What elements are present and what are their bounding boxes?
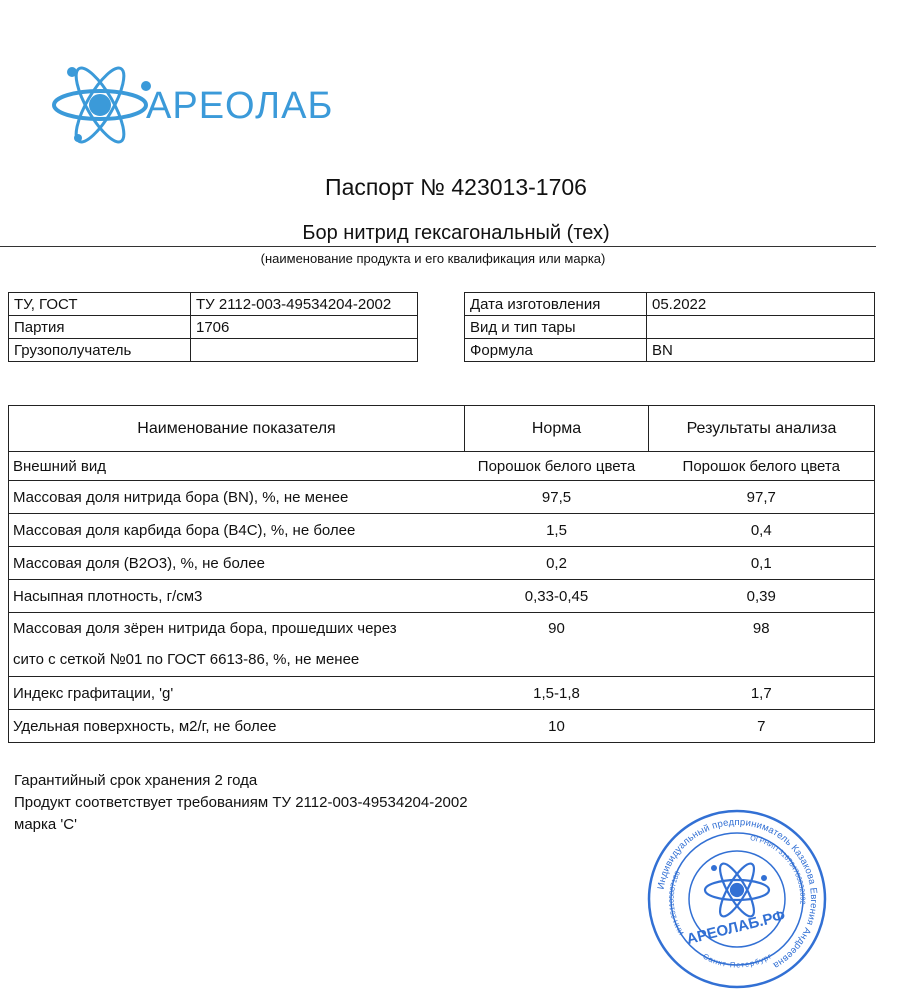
indicator-name: Внешний вид (9, 452, 465, 481)
spec-row (9, 452, 875, 481)
info-table-right (464, 292, 875, 362)
info-row (9, 316, 418, 339)
indicator-name: Индекс графитации, 'g' (9, 677, 465, 710)
info-row (9, 293, 418, 316)
norm-value: 1,5 (465, 514, 649, 547)
norm-value: 1,5-1,8 (465, 677, 649, 710)
stamp-outer-text: Индивидуальный предприниматель Казакова Евгения Андреевна (655, 816, 820, 971)
info-value: ТУ 2112-003-49534204-2002 (191, 293, 418, 316)
spec-table (8, 405, 875, 743)
info-value (191, 339, 418, 362)
spec-row (9, 547, 875, 580)
indicator-name (9, 613, 465, 677)
company-stamp (646, 808, 828, 990)
header-indicator: Наименование показателя (9, 406, 465, 452)
result-value: 7 (649, 710, 875, 743)
atom-icon (705, 860, 769, 921)
footer-notes (14, 770, 468, 836)
spec-row (9, 580, 875, 613)
info-label: Партия (9, 316, 191, 339)
norm-value: 97,5 (465, 481, 649, 514)
header-norm: Норма (465, 406, 649, 452)
indicator-name: Массовая доля карбида бора (B4C), %, не более (9, 514, 465, 547)
info-label: Дата изготовления (465, 293, 647, 316)
result-value: 1,7 (649, 677, 875, 710)
spec-row (9, 514, 875, 547)
indicator-name: Массовая доля (B2O3), %, не более (9, 547, 465, 580)
stamp-city: Санкт-Петербург (701, 951, 774, 970)
result-value: Порошок белого цвета (649, 452, 875, 481)
spec-row (9, 613, 875, 677)
norm-value: 0,2 (465, 547, 649, 580)
info-value: 1706 (191, 316, 418, 339)
result-value: 0,4 (649, 514, 875, 547)
info-value (647, 316, 875, 339)
info-label: Вид и тип тары (465, 316, 647, 339)
product-caption: (наименование продукта и его квалификация или марка) (260, 251, 606, 266)
info-row (465, 316, 875, 339)
info-label: Грузополучатель (9, 339, 191, 362)
info-row (9, 339, 418, 362)
footer-line: Продукт соответствует требованиям ТУ 2112-003-49534204-2002 (14, 794, 468, 811)
norm-value: 0,33-0,45 (465, 580, 649, 613)
spec-row (9, 677, 875, 710)
info-value: 05.2022 (647, 293, 875, 316)
indicator-name: Массовая доля нитрида бора (BN), %, не менее (9, 481, 465, 514)
product-name: Бор нитрид гексагональный (тех) (302, 222, 610, 244)
norm-value: Порошок белого цвета (465, 452, 649, 481)
norm-value: 90 (465, 613, 649, 677)
stamp-inn: ИНН 251105887188 (668, 870, 686, 936)
header-result: Результаты анализа (686, 419, 837, 437)
spec-row (9, 710, 875, 743)
atom-icon (54, 62, 151, 148)
product-underline (0, 246, 876, 247)
indicator-name-line: Массовая доля зёрен нитрида бора, прошедших через (13, 620, 397, 637)
info-label: ТУ, ГОСТ (9, 293, 191, 316)
footer-line: Гарантийный срок хранения 2 года (14, 772, 258, 789)
passport-title: Паспорт № 423013-1706 (325, 174, 587, 200)
indicator-name: Насыпная плотность, г/см3 (9, 580, 465, 613)
info-value: BN (647, 339, 875, 362)
footer-line: марка 'С' (14, 816, 77, 833)
spec-row (9, 481, 875, 514)
info-table-left (8, 292, 418, 362)
indicator-name: Удельная поверхность, м2/г, не более (9, 710, 465, 743)
company-logo (50, 60, 350, 150)
indicator-name-line: сито с сеткой №01 по ГОСТ 6613-86, %, не менее (13, 651, 360, 668)
result-value: 97,7 (649, 481, 875, 514)
logo-text: АРЕОЛАБ (146, 85, 334, 127)
info-label: Формула (465, 339, 647, 362)
info-row (465, 293, 875, 316)
stamp-brand: АРЕОЛАБ.РФ (684, 907, 787, 949)
spec-header-row (9, 406, 875, 452)
svg-text:Санкт-Петербург (701, 951, 773, 970)
result-value: 0,39 (649, 580, 875, 613)
result-value: 98 (649, 613, 875, 677)
stamp-ogrnip: ОГРНИП 316784700032092 (749, 835, 806, 905)
norm-value: 10 (465, 710, 649, 743)
info-row (465, 339, 875, 362)
result-value: 0,1 (649, 547, 875, 580)
